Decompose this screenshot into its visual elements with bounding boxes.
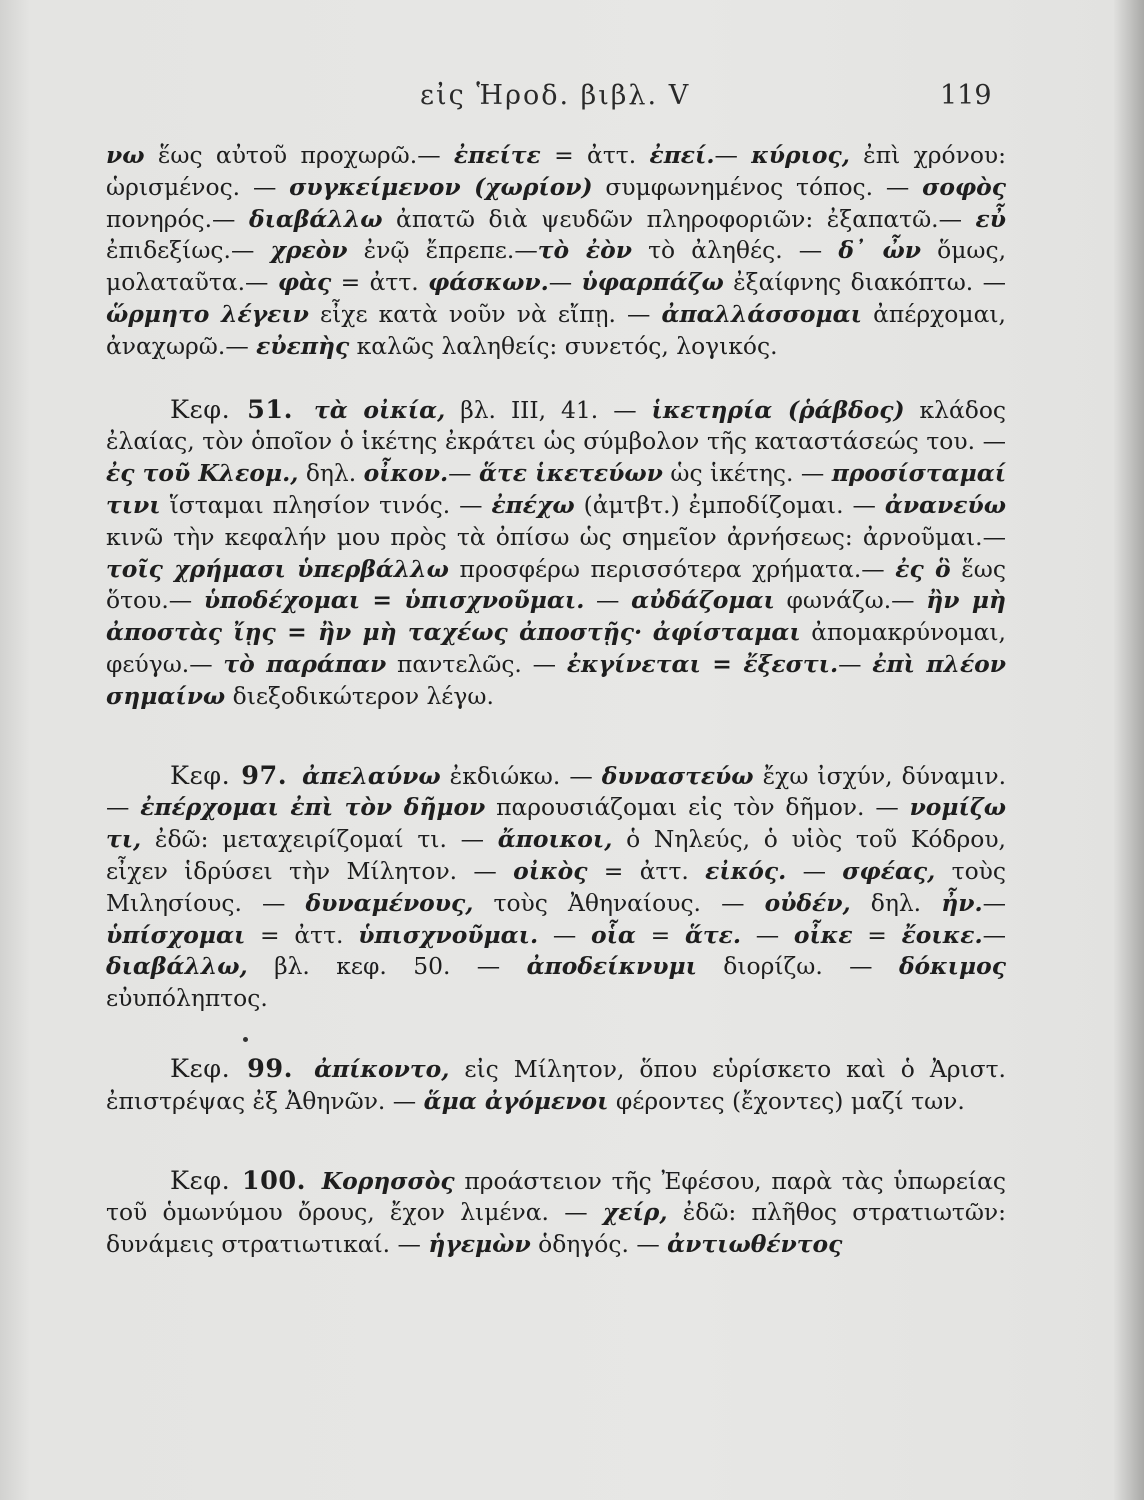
gloss bbox=[642, 618, 653, 646]
lemma: ἐπεί. bbox=[649, 141, 715, 169]
gloss: τοὺς Ἀθηναίους. — bbox=[473, 888, 765, 917]
chapter-number: 97. bbox=[230, 760, 288, 791]
gloss: διορίζω. — bbox=[696, 952, 899, 981]
gloss: — bbox=[838, 649, 873, 678]
chapter-number: 100. bbox=[230, 1165, 307, 1196]
gloss: ὁδηγός. — bbox=[530, 1230, 668, 1259]
lemma: ἔοικε. bbox=[901, 920, 983, 949]
gloss: κινῶ τὴν κεφαλήν μου πρὸς τὰ ὀπίσω ὡς σημεῖον ἀρνήσεως: ἀρνοῦμαι.— bbox=[106, 522, 1006, 551]
lemma: χρεὸν bbox=[270, 236, 348, 265]
gloss: ἐξαίφνης διακόπτω. — bbox=[723, 268, 1007, 297]
lemma: ὑποδέχομαι = ὑπισχνοῦμαι. bbox=[203, 586, 585, 615]
lemma: κύριος, bbox=[751, 141, 850, 169]
lemma: συγκείμενον (χωρίον) bbox=[289, 172, 593, 201]
gloss: ἐνῷ ἔπρεπε.— bbox=[347, 236, 538, 265]
lemma: δ᾽ ὦν bbox=[838, 236, 921, 265]
chapter-number: 51. bbox=[230, 394, 293, 425]
page-gutter-shadow bbox=[1114, 0, 1144, 1500]
gloss: βλ. III, 41. — bbox=[445, 395, 652, 424]
lemma: νομίζω τι, bbox=[106, 793, 1006, 854]
gloss: τὸ ἀληθές. — bbox=[631, 236, 839, 265]
gloss: ἔχω ἰσχύν, δύναμιν. — bbox=[106, 761, 1007, 822]
lemma: ὥρμητο λέγειν bbox=[106, 299, 309, 328]
gloss: παντελῶς. — bbox=[386, 649, 567, 678]
lemma: τὸ ἐὸν bbox=[537, 236, 632, 265]
gloss: διεξοδικώτερον λέγω. bbox=[225, 681, 494, 710]
commentary-paragraph bbox=[106, 761, 1006, 1015]
gloss: ἐδῶ: μεταχειρίζομαί τι. — bbox=[141, 825, 498, 854]
lemma: εἰκός. bbox=[705, 856, 787, 885]
lemma: ἐκγίνεται = ἔξεστι. bbox=[566, 649, 839, 678]
lemma: φάσκων. bbox=[428, 268, 549, 297]
page-number: 119 bbox=[940, 80, 992, 111]
lemma: οἰκὸς bbox=[513, 856, 588, 885]
gloss: ἀπέρχομαι, ἀναχωρῶ.— bbox=[106, 299, 1006, 360]
chapter-heading bbox=[170, 1166, 306, 1196]
chapter-label: Κεφ. bbox=[170, 760, 231, 791]
lemma: σοφὸς bbox=[922, 172, 1006, 201]
lemma: ὑφαρπάζω bbox=[581, 268, 724, 297]
gloss: = ἀττ. bbox=[587, 856, 706, 885]
lemma: τὰ οἰκία, bbox=[313, 395, 446, 424]
lemma: ἐπέχω bbox=[491, 490, 575, 519]
gloss: — bbox=[786, 856, 843, 885]
gloss: — bbox=[548, 268, 582, 297]
lemma: ἱκετηρία (ῥάβδος) bbox=[651, 395, 905, 424]
gloss: συμφωνημένος τόπος. — bbox=[592, 172, 923, 201]
gloss: — bbox=[448, 459, 479, 488]
gloss: = bbox=[852, 920, 902, 949]
gloss: ἐκδιώκω. — bbox=[440, 761, 602, 790]
gloss: τοὺς Μιλησίους. — bbox=[106, 856, 1006, 917]
lemma: χείρ, bbox=[602, 1198, 668, 1227]
running-head bbox=[0, 80, 1144, 120]
commentary-paragraph bbox=[106, 395, 1006, 713]
running-head-title: εἰς Ἡροδ. βιβλ. V bbox=[420, 80, 691, 111]
lemma: ἐπείτε bbox=[453, 141, 541, 169]
lemma: προσίσταμαί τινι bbox=[106, 459, 1007, 519]
chapter-heading bbox=[170, 761, 287, 791]
gloss: — bbox=[714, 141, 752, 169]
chapter-label: Κεφ. bbox=[170, 1053, 231, 1084]
lemma: οἶκε bbox=[793, 920, 853, 949]
gloss: — bbox=[538, 920, 591, 949]
gloss: ἕως ὅτου.— bbox=[106, 554, 1006, 615]
gloss: δηλ. bbox=[850, 888, 942, 917]
gloss: = ἀττ. bbox=[245, 920, 359, 949]
gloss: — bbox=[982, 920, 1007, 949]
commentary-paragraph bbox=[106, 1054, 1006, 1118]
lemma: ἀφίσταμαι bbox=[652, 618, 801, 647]
gloss: — bbox=[584, 586, 632, 615]
gloss: ἀπατῶ διὰ ψευδῶν πληροφοριῶν: ἐξαπατῶ.— bbox=[382, 204, 976, 233]
commentary-paragraph bbox=[106, 1166, 1006, 1261]
gloss: (ἀμτβτ.) ἐμποδίζομαι. — bbox=[574, 490, 885, 519]
chapter-label: Κεφ. bbox=[170, 394, 231, 425]
lemma: ἀποδείκνυμι bbox=[526, 952, 697, 981]
gloss: ὡς ἱκέτης. — bbox=[662, 459, 832, 488]
gloss: = ἀττ. bbox=[540, 141, 650, 169]
lemma: ἡγεμὼν bbox=[428, 1230, 531, 1259]
gloss: — bbox=[982, 888, 1006, 917]
gloss: ἐπὶ χρόνου: ὡρισμένος. — bbox=[106, 141, 1007, 201]
chapter-number: 99. bbox=[230, 1053, 294, 1084]
gloss: ὅμως, μολαταῦτα.— bbox=[106, 236, 1007, 297]
gloss: — bbox=[741, 920, 794, 949]
gloss: ἵσταμαι πλησίον τινός. — bbox=[160, 490, 492, 519]
gloss: ἀπομακρύνομαι, φεύγω.— bbox=[106, 618, 1006, 678]
commentary-text bbox=[106, 140, 1006, 1261]
lemma: ἐπὶ πλέον σημαίνω bbox=[106, 649, 1007, 710]
lemma: ἀντιωθέντος bbox=[667, 1230, 843, 1259]
lemma: νω bbox=[106, 141, 145, 169]
lemma: ἅτε ἱκετεύων bbox=[478, 459, 663, 488]
ink-speck bbox=[243, 1037, 248, 1042]
lemma: ὑπίσχομαι bbox=[106, 920, 246, 949]
lemma: ἄποικοι, bbox=[497, 825, 613, 854]
lemma: τοῖς χρήμασι ὑπερβάλλω bbox=[106, 554, 449, 583]
gloss: εἰς Μίλητον, ὅπου εὑρίσκετο καὶ ὁ Ἀριστ. ἐπιστρέψας ἐξ Ἀθηνῶν. — bbox=[106, 1054, 1006, 1115]
lemma: δόκιμος bbox=[898, 952, 1006, 981]
lemma: αὐδάζομαι bbox=[631, 586, 775, 615]
lemma: ἢν μὴ ἀποστὰς ἴῃς = ἢν μὴ ταχέως ἀποστῇς· bbox=[106, 586, 1006, 647]
lemma: ἀπίκοντο, bbox=[314, 1054, 450, 1083]
lemma: Κορησσὸς bbox=[321, 1166, 455, 1195]
lemma: ἀνανεύω bbox=[884, 490, 1007, 519]
gloss: = ἀττ. bbox=[331, 268, 429, 297]
chapter-label: Κεφ. bbox=[170, 1165, 231, 1196]
gloss: παρουσιάζομαι εἰς τὸν δῆμον. — bbox=[485, 793, 910, 822]
lemma: ἦν. bbox=[941, 888, 983, 917]
lemma: ἐπέρχομαι ἐπὶ τὸν δῆμον bbox=[140, 793, 486, 822]
lemma: διαβάλλω bbox=[248, 204, 383, 233]
gloss: = bbox=[635, 920, 685, 949]
gloss: καλῶς λαληθείς: συνετός, λογικός. bbox=[349, 331, 778, 360]
gloss: πονηρός.— bbox=[106, 204, 249, 233]
lemma: δυναμένους, bbox=[305, 888, 474, 917]
lemma: διαβάλλω, bbox=[106, 952, 248, 981]
lemma: ἐς τοῦ Κλεομ., bbox=[106, 459, 299, 488]
lemma: σφέας, bbox=[842, 856, 936, 885]
lemma: ἀπελαύνω bbox=[302, 761, 441, 790]
gloss: βλ. κεφ. 50. — bbox=[247, 952, 527, 981]
lemma: ἅτε. bbox=[684, 920, 742, 949]
lemma: ἀπαλλάσσομαι bbox=[661, 299, 862, 328]
gloss: φέροντες (ἔχοντες) μαζί των. bbox=[608, 1086, 965, 1115]
gloss: εἶχε κατὰ νοῦν νὰ εἴπῃ. — bbox=[308, 299, 662, 328]
lemma: εὖ bbox=[975, 204, 1006, 233]
gloss: προάστειον τῆς Ἐφέσου, παρὰ τὰς ὑπωρείας τοῦ ὁμωνύμου ὄρους, ἔχον λιμένα. — bbox=[106, 1166, 1006, 1227]
lemma: ἅμα ἀγόμενοι bbox=[423, 1086, 609, 1115]
lemma: φὰς bbox=[277, 268, 332, 297]
lemma: δυναστεύω bbox=[601, 761, 754, 790]
chapter-heading bbox=[170, 395, 293, 425]
gloss: ἐπιδεξίως.— bbox=[106, 236, 271, 265]
chapter-heading bbox=[170, 1054, 293, 1084]
gloss: ἐδῶ: πλῆθος στρατιωτῶν: δυνάμεις στρατιωτικαί. — bbox=[106, 1198, 1007, 1259]
lemma: τὸ παράπαν bbox=[223, 649, 387, 678]
lemma: οἷα bbox=[590, 920, 636, 949]
lemma: ἐς ὃ bbox=[895, 554, 951, 583]
commentary-paragraph bbox=[106, 140, 1006, 363]
gloss: ἕως αὐτοῦ προχωρῶ.— bbox=[144, 141, 454, 169]
lemma: εὐεπὴς bbox=[256, 331, 350, 360]
lemma: οἶκον. bbox=[363, 459, 449, 488]
lemma: ὑπισχνοῦμαι. bbox=[358, 920, 539, 949]
gloss: ὁ Νηλεύς, ὁ υἱὸς τοῦ Κόδρου, εἶχεν ἱδρύσει τὴν Μίλητον. — bbox=[106, 825, 1006, 885]
gloss: κλάδος ἐλαίας, τὸν ὁποῖον ὁ ἱκέτης ἐκράτει ὡς σύμβολον τῆς καταστάσεώς του. — bbox=[106, 395, 1006, 456]
gloss: προσφέρω περισσότερα χρήματα.— bbox=[448, 554, 896, 583]
gloss: εὐυπόληπτος. bbox=[106, 984, 268, 1013]
lemma: οὐδέν, bbox=[764, 888, 851, 917]
gloss: δηλ. bbox=[298, 459, 364, 488]
gloss: φωνάζω.— bbox=[774, 586, 927, 615]
